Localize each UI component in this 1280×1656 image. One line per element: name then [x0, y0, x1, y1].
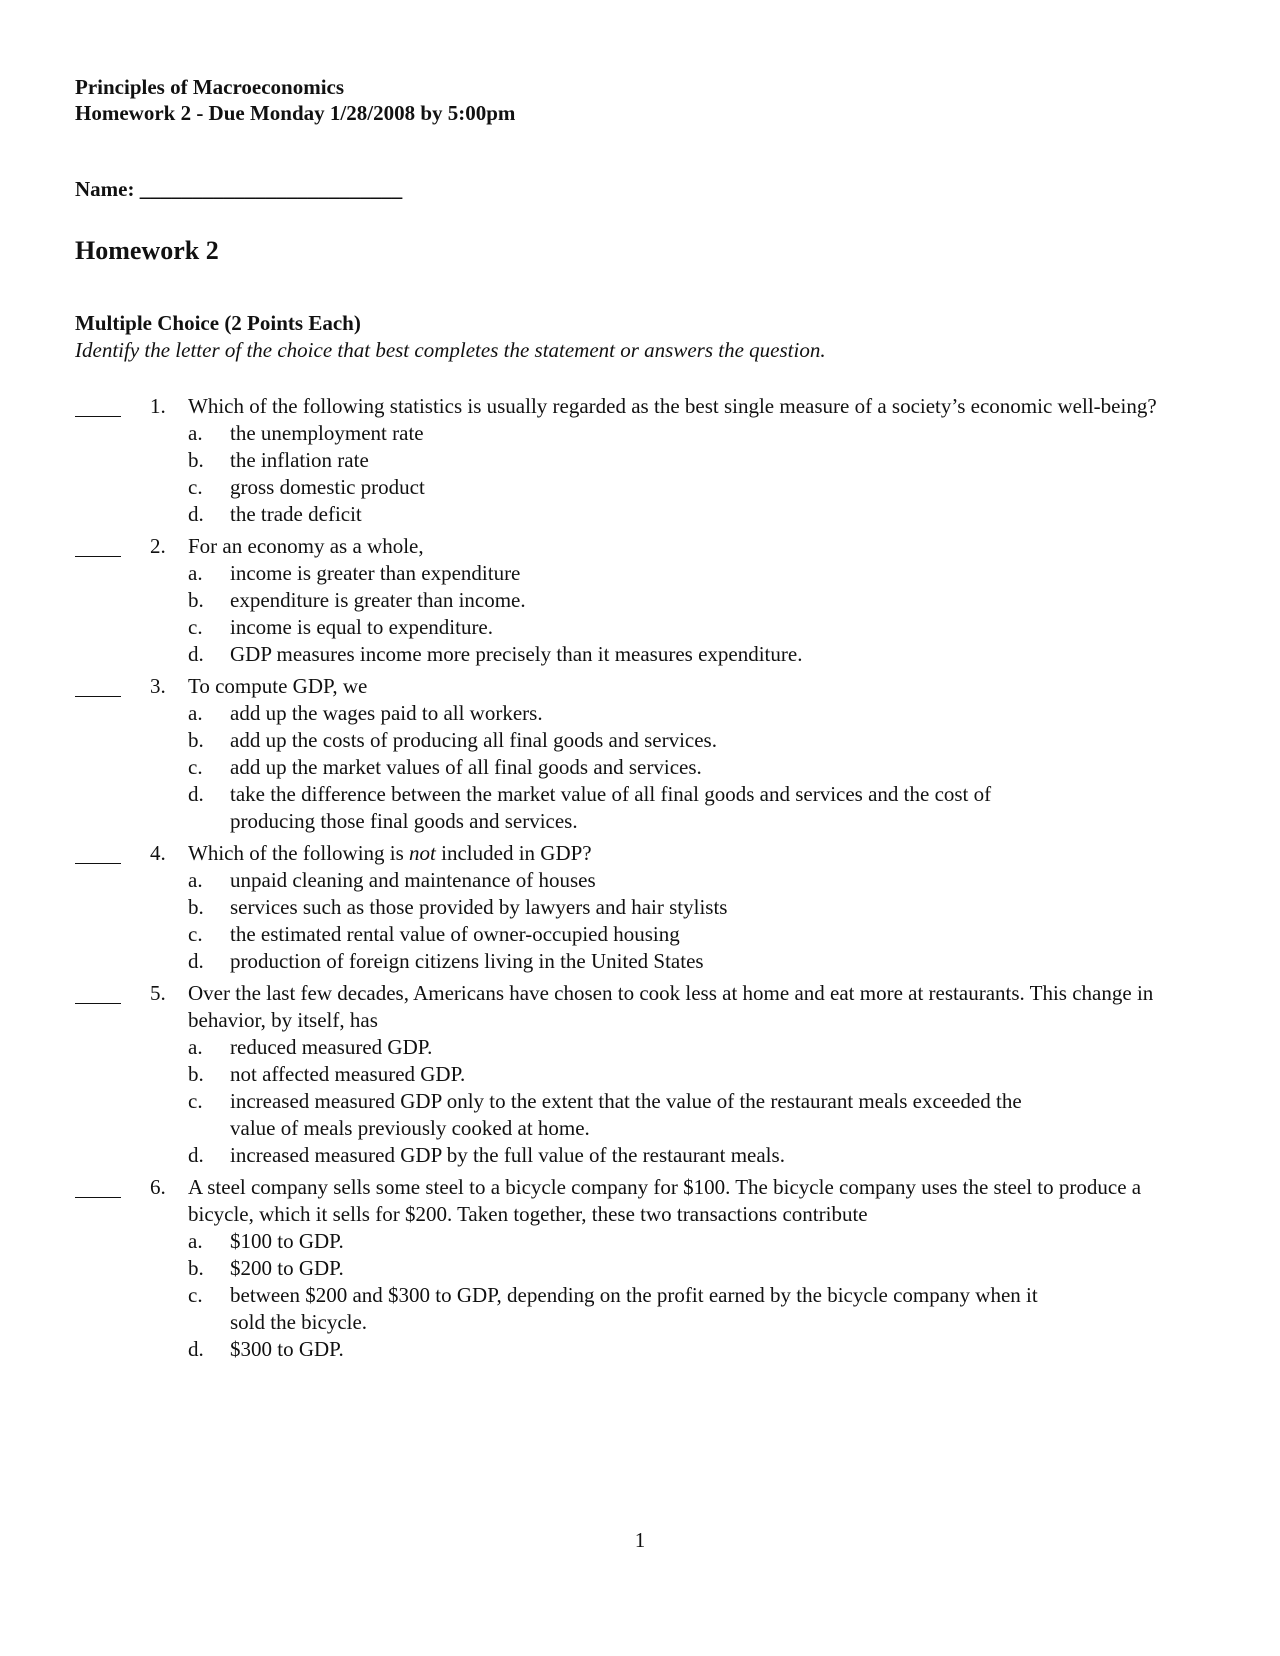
answer-choice — [188, 1336, 1048, 1363]
choice-text: $200 to GDP. — [230, 1256, 344, 1280]
answer-choice — [188, 614, 1048, 641]
choice-text: the trade deficit — [230, 502, 362, 526]
choice-text: add up the wages paid to all workers. — [230, 701, 543, 725]
choice-letter: d. — [188, 1143, 204, 1167]
question-stem-text: Which of the following statistics is usually regarded as the best single measure of a society’s economic well-being? — [188, 394, 1157, 418]
choice-letter: c. — [188, 1089, 203, 1113]
question-stem — [188, 840, 1168, 867]
choice-letter: b. — [188, 728, 204, 752]
choice-letter: d. — [188, 1337, 204, 1361]
choice-letter: b. — [188, 1062, 204, 1086]
question-stem — [188, 533, 1168, 560]
answer-blank[interactable] — [75, 840, 121, 867]
answer-choice — [188, 921, 1048, 948]
question-number: 5. — [150, 981, 166, 1005]
answer-choice — [188, 474, 1048, 501]
question-6 — [0, 1174, 1280, 1363]
choice-text: reduced measured GDP. — [230, 1035, 433, 1059]
choice-letter: b. — [188, 1256, 204, 1280]
course-title: Principles of Macroeconomics — [75, 75, 345, 99]
choice-letter: a. — [188, 421, 203, 445]
choice-text: $300 to GDP. — [230, 1337, 344, 1361]
choice-letter: a. — [188, 1229, 203, 1253]
answer-choice — [188, 1282, 1048, 1336]
page-number: 1 — [634, 1528, 646, 1552]
choice-text: take the difference between the market value of all final goods and services and the cost of producing those final goods and services. — [230, 782, 992, 833]
answer-choice — [188, 560, 1048, 587]
choice-letter: a. — [188, 1035, 203, 1059]
choice-letter: c. — [188, 615, 203, 639]
answer-blank[interactable] — [75, 393, 121, 420]
answer-choice — [188, 754, 1048, 781]
choice-text: not affected measured GDP. — [230, 1062, 466, 1086]
choice-text: increased measured GDP only to the extent that the value of the restaurant meals exceeded the value of meals previously cooked at home. — [230, 1089, 1022, 1140]
question-stem — [188, 980, 1168, 1034]
choice-text: production of foreign citizens living in the United States — [230, 949, 704, 973]
choice-text: income is greater than expenditure — [230, 561, 521, 585]
choice-text: the inflation rate — [230, 448, 369, 472]
question-stem — [188, 673, 1168, 700]
answer-choice — [188, 700, 1048, 727]
question-stem — [188, 393, 1168, 420]
choice-letter: b. — [188, 448, 204, 472]
question-1 — [0, 393, 1280, 528]
choice-letter: a. — [188, 701, 203, 725]
answer-blank[interactable] — [75, 980, 121, 1007]
choice-letter: c. — [188, 755, 203, 779]
choice-letter: b. — [188, 588, 204, 612]
question-stem-text: To compute GDP, we — [188, 674, 368, 698]
question-stem-text: included in GDP? — [435, 841, 592, 865]
choice-text: add up the costs of producing all final goods and services. — [230, 728, 717, 752]
question-3 — [0, 673, 1280, 835]
answer-blank[interactable] — [75, 533, 121, 560]
answer-choice — [188, 867, 1048, 894]
answer-blank[interactable] — [75, 673, 121, 700]
question-4 — [0, 840, 1280, 975]
question-stem-text: For an economy as a whole, — [188, 534, 424, 558]
choice-letter: d. — [188, 642, 204, 666]
answer-choice — [188, 447, 1048, 474]
choice-text: GDP measures income more precisely than it measures expenditure. — [230, 642, 803, 666]
section-title: Multiple Choice (2 Points Each) — [75, 311, 361, 335]
choice-letter: c. — [188, 1283, 203, 1307]
question-number: 2. — [150, 534, 166, 558]
answer-choice — [188, 1255, 1048, 1282]
answer-choice — [188, 894, 1048, 921]
name-field: Name: _________________________ — [75, 177, 403, 201]
section-instructions: Identify the letter of the choice that best completes the statement or answers the question. — [75, 338, 826, 362]
choice-text: increased measured GDP by the full value of the restaurant meals. — [230, 1143, 785, 1167]
question-list — [0, 393, 1280, 1368]
answer-choice — [188, 501, 1048, 528]
choice-text: unpaid cleaning and maintenance of houses — [230, 868, 596, 892]
choice-letter: d. — [188, 502, 204, 526]
answer-choice — [188, 727, 1048, 754]
answer-choice — [188, 1034, 1048, 1061]
choice-text: services such as those provided by lawyers and hair stylists — [230, 895, 728, 919]
choice-letter: c. — [188, 475, 203, 499]
question-number: 1. — [150, 394, 166, 418]
answer-choice — [188, 1142, 1048, 1169]
answer-choice — [188, 420, 1048, 447]
question-stem-text: Which of the following is — [188, 841, 410, 865]
answer-blank[interactable] — [75, 1174, 121, 1201]
question-5 — [0, 980, 1280, 1169]
question-stem — [188, 1174, 1168, 1228]
answer-choice — [188, 781, 1048, 835]
answer-choice — [188, 1088, 1048, 1142]
question-stem-text: not — [409, 841, 436, 865]
question-2 — [0, 533, 1280, 668]
choice-text: expenditure is greater than income. — [230, 588, 526, 612]
choice-letter: c. — [188, 922, 203, 946]
choice-letter: b. — [188, 895, 204, 919]
answer-choice — [188, 587, 1048, 614]
choice-text: the estimated rental value of owner-occupied housing — [230, 922, 680, 946]
assignment-due-line: Homework 2 - Due Monday 1/28/2008 by 5:00pm — [75, 101, 516, 125]
answer-choice — [188, 1061, 1048, 1088]
choice-text: gross domestic product — [230, 475, 425, 499]
page-title: Homework 2 — [75, 236, 219, 265]
choice-text: $100 to GDP. — [230, 1229, 344, 1253]
choice-letter: a. — [188, 868, 203, 892]
question-number: 4. — [150, 841, 166, 865]
choice-text: income is equal to expenditure. — [230, 615, 494, 639]
question-number: 3. — [150, 674, 166, 698]
choice-letter: a. — [188, 561, 203, 585]
choice-text: add up the market values of all final goods and services. — [230, 755, 702, 779]
choice-text: the unemployment rate — [230, 421, 424, 445]
choice-letter: d. — [188, 782, 204, 806]
choice-letter: d. — [188, 949, 204, 973]
answer-choice — [188, 948, 1048, 975]
question-stem-text: Over the last few decades, Americans have chosen to cook less at home and eat more at restaurants. This change in behavior, by itself, has — [188, 981, 1154, 1032]
choice-text: between $200 and $300 to GDP, depending on the profit earned by the bicycle company when it sold the bicycle. — [230, 1283, 1038, 1334]
question-number: 6. — [150, 1175, 166, 1199]
answer-choice — [188, 641, 1048, 668]
answer-choice — [188, 1228, 1048, 1255]
question-stem-text: A steel company sells some steel to a bicycle company for $100. The bicycle company uses the steel to produce a bicycle, which it sells for $200. Taken together, these two transactions contribute — [188, 1175, 1142, 1226]
